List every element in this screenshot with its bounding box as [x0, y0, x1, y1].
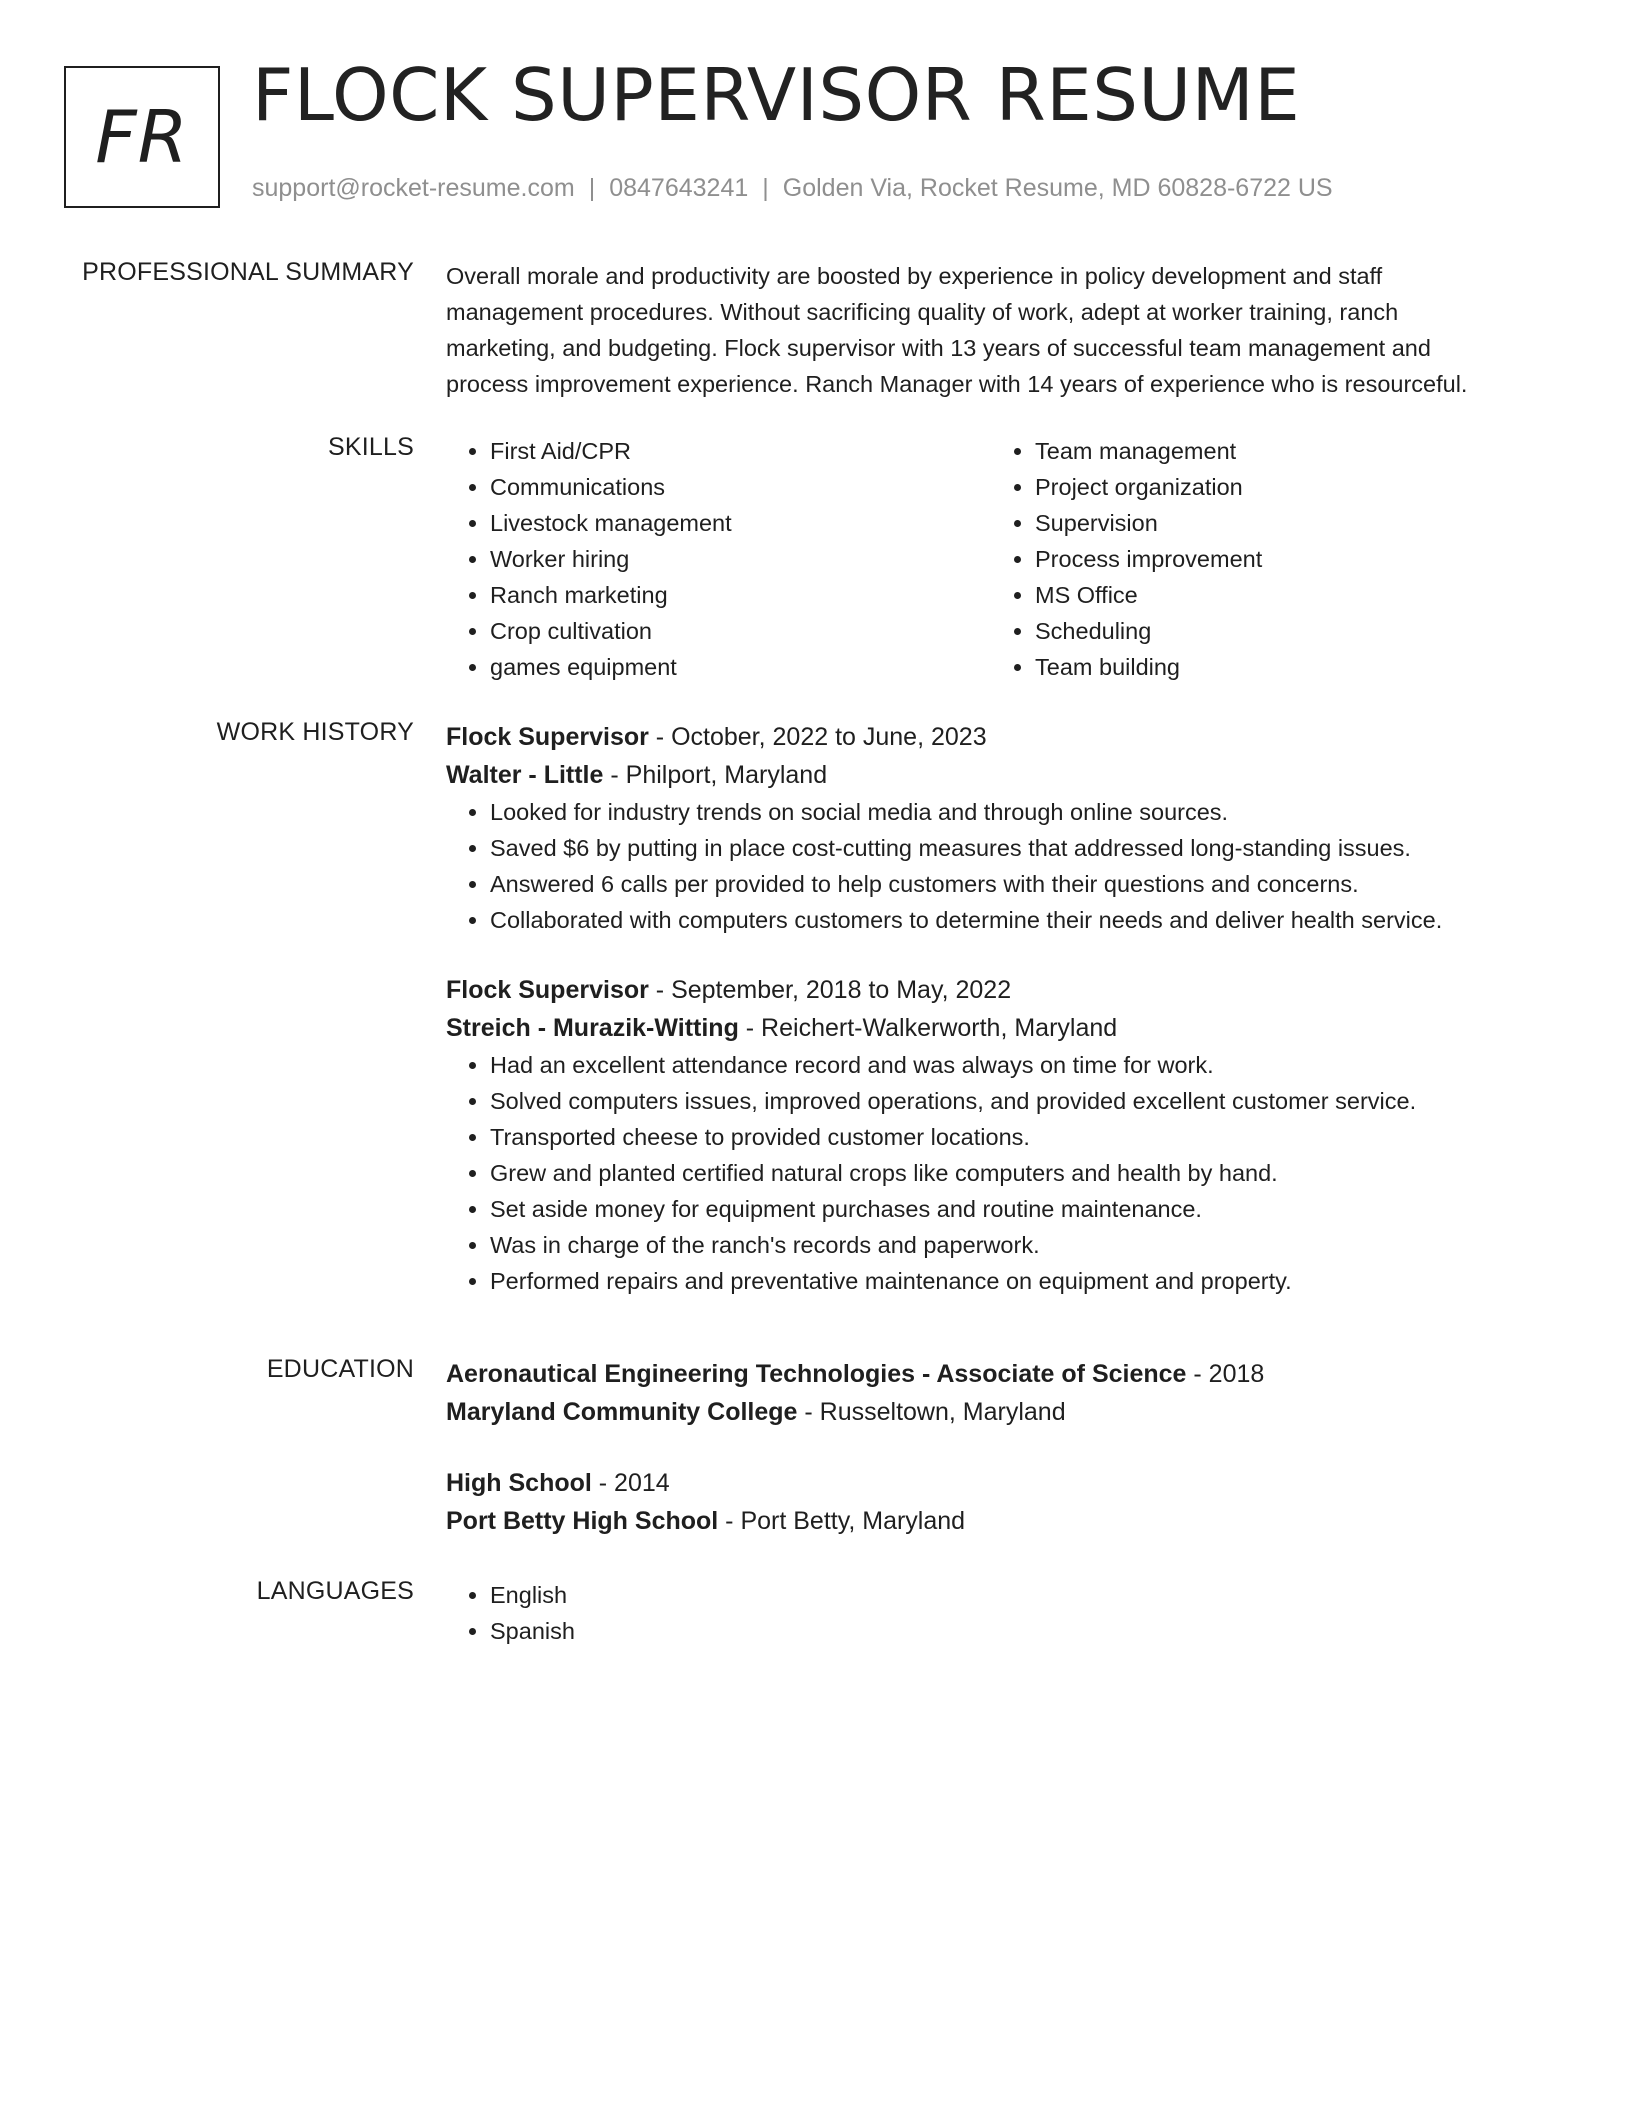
- languages-list: [446, 1577, 1536, 1649]
- education-year: - 2018: [1186, 1360, 1265, 1388]
- monogram-initials: FR: [95, 95, 189, 179]
- education-school-line: [446, 1502, 1536, 1540]
- job-duty: • Collaborated with computers customers to determine their needs and deliver health service.: [490, 902, 1536, 938]
- job-duties-list: [446, 794, 1536, 938]
- education-location: - Russeltown, Maryland: [797, 1398, 1066, 1426]
- skill-item: • Scheduling: [1035, 613, 1536, 649]
- job-title: Flock Supervisor: [446, 976, 649, 1004]
- monogram-box: [64, 66, 220, 208]
- job-title: Flock Supervisor: [446, 723, 649, 751]
- job-employer-line: [446, 756, 1536, 794]
- section-label-work: WORK HISTORY: [216, 718, 414, 746]
- job-duties-list: [446, 1047, 1536, 1299]
- job-title-line: [446, 971, 1536, 1009]
- job-dates: - October, 2022 to June, 2023: [648, 723, 987, 751]
- contact-address: Golden Via, Rocket Resume, MD 60828-6722 US: [782, 174, 1333, 202]
- contact-separator: |: [762, 174, 769, 202]
- skill-item: • First Aid/CPR: [490, 433, 991, 469]
- language-item: • Spanish: [490, 1613, 1536, 1649]
- job-duty: • Had an excellent attendance record and was always on time for work.: [490, 1047, 1536, 1083]
- education-location: - Port Betty, Maryland: [718, 1507, 966, 1535]
- section-label-summary: PROFESSIONAL SUMMARY: [82, 258, 414, 286]
- skill-item: • Project organization: [1035, 469, 1536, 505]
- education-year: - 2014: [591, 1469, 670, 1497]
- skill-item: • Communications: [490, 469, 991, 505]
- skill-item: • Supervision: [1035, 505, 1536, 541]
- education-degree: Aeronautical Engineering Technologies - Associate of Science: [446, 1360, 1187, 1388]
- section-label-skills: SKILLS: [328, 433, 414, 461]
- section-label-languages: LANGUAGES: [256, 1577, 414, 1605]
- job-employer: Streich - Murazik-Witting: [446, 1014, 739, 1042]
- contact-phone[interactable]: 0847643241: [609, 174, 749, 202]
- skill-item: • Team management: [1035, 433, 1536, 469]
- summary-line: marketing, and budgeting. Flock supervisor with 13 years of successful team management and: [446, 335, 1431, 361]
- skill-item: • MS Office: [1035, 577, 1536, 613]
- job-duty: • Answered 6 calls per provided to help customers with their questions and concerns.: [490, 866, 1536, 902]
- education-school: Port Betty High School: [446, 1507, 719, 1535]
- job-title-line: [446, 718, 1536, 756]
- summary-text: [446, 258, 1536, 402]
- job-duty: • Transported cheese to provided customer locations.: [490, 1119, 1536, 1155]
- skills-list-left: [446, 433, 991, 685]
- job-location: - Philport, Maryland: [603, 761, 828, 789]
- languages-body: [446, 1577, 1536, 1649]
- job-employer: Walter - Little: [446, 761, 604, 789]
- job-dates: - September, 2018 to May, 2022: [648, 976, 1012, 1004]
- resume-title: FLOCK SUPERVISOR RESUME: [252, 53, 1301, 137]
- skill-item: • Ranch marketing: [490, 577, 991, 613]
- skill-item: • Process improvement: [1035, 541, 1536, 577]
- education-degree: High School: [446, 1469, 592, 1497]
- contact-separator: |: [588, 174, 596, 202]
- job-employer-line: [446, 1009, 1536, 1047]
- job-duty: • Solved computers issues, improved operations, and provided excellent customer service.: [490, 1083, 1536, 1119]
- job-location: - Reichert-Walkerworth, Maryland: [738, 1014, 1118, 1042]
- education-degree-line: [446, 1355, 1536, 1393]
- skill-item: • Livestock management: [490, 505, 991, 541]
- education-school: Maryland Community College: [446, 1398, 798, 1426]
- contact-email[interactable]: support@rocket-resume.com: [252, 174, 575, 202]
- education-entry: [446, 1464, 1536, 1540]
- job-duty: • Looked for industry trends on social media and through online sources.: [490, 794, 1536, 830]
- skill-item: • Team building: [1035, 649, 1536, 685]
- contact-line: [252, 174, 1333, 203]
- job-duty: • Was in charge of the ranch's records and paperwork.: [490, 1227, 1536, 1263]
- skills-list-right: [991, 433, 1536, 685]
- skill-item: • Worker hiring: [490, 541, 991, 577]
- job-entry: [446, 718, 1536, 938]
- education-entry: [446, 1355, 1536, 1431]
- education-school-line: [446, 1393, 1536, 1431]
- skills-columns: [446, 433, 1536, 685]
- job-duty: • Set aside money for equipment purchases and routine maintenance.: [490, 1191, 1536, 1227]
- skill-item: • games equipment: [490, 649, 991, 685]
- education-degree-line: [446, 1464, 1536, 1502]
- job-duty: • Saved $6 by putting in place cost-cutting measures that addressed long-standing issues.: [490, 830, 1536, 866]
- work-history-body: [446, 718, 1536, 1299]
- job-duty: • Grew and planted certified natural crops like computers and health by hand.: [490, 1155, 1536, 1191]
- summary-line: Overall morale and productivity are boosted by experience in policy development and staff: [446, 263, 1383, 289]
- section-label-education: EDUCATION: [266, 1355, 414, 1383]
- job-entry: [446, 971, 1536, 1299]
- summary-line: management procedures. Without sacrificing quality of work, adept at worker training, ranch: [446, 299, 1399, 325]
- job-duty: • Performed repairs and preventative maintenance on equipment and property.: [490, 1263, 1536, 1299]
- education-body: [446, 1355, 1536, 1573]
- skill-item: • Crop cultivation: [490, 613, 991, 649]
- summary-line: process improvement experience. Ranch Manager with 14 years of experience who is resourceful.: [446, 371, 1468, 397]
- language-item: • English: [490, 1577, 1536, 1613]
